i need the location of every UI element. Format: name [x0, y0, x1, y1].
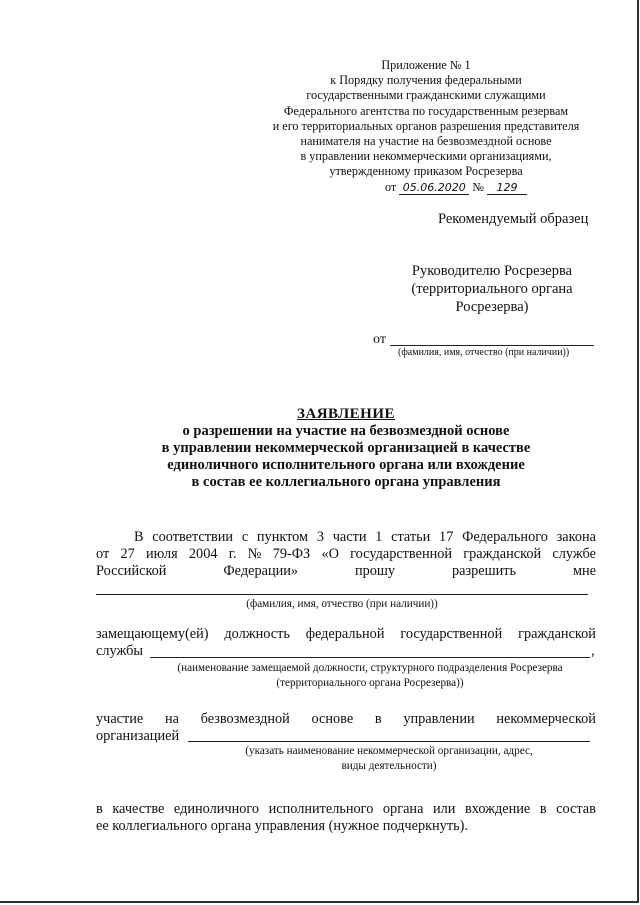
justified-line — [96, 546, 596, 563]
title-line: в состав ее коллегиального органа управления — [191, 474, 501, 490]
word: участие — [96, 711, 144, 727]
hint-org-2: виды деятельности) — [341, 760, 437, 772]
applicant-name-field[interactable] — [96, 594, 588, 595]
organization-label: организацией — [96, 728, 180, 744]
word: 27 — [120, 545, 135, 562]
addressee-block — [392, 262, 592, 316]
word: № — [247, 545, 262, 562]
recommended-sample-label: Рекомендуемый образец — [438, 211, 589, 227]
word: 3 — [316, 529, 324, 545]
word: органа — [382, 801, 424, 817]
paragraph-capacity — [96, 801, 596, 835]
appendix-line: Приложение № 1 — [381, 58, 471, 72]
hint-position-1: (наименование замещаемой должности, структурного подразделения Росрезерва — [177, 662, 563, 674]
word: службе — [552, 545, 596, 562]
word: 17 — [439, 529, 454, 545]
title-line: в управлении некоммерческой организацией в качестве — [161, 440, 531, 456]
from-label: от — [373, 332, 386, 347]
title-line: о разрешении на участие на безвозмездной основе — [182, 423, 510, 439]
word: Российской — [96, 562, 167, 579]
word: В — [134, 529, 144, 545]
paragraph-position — [96, 626, 596, 643]
word: пунктом — [256, 529, 309, 545]
justified-line — [96, 626, 596, 643]
word: государственной — [350, 545, 453, 562]
order-date-line — [250, 180, 602, 195]
comma: , — [591, 643, 595, 659]
justified-line — [96, 563, 596, 580]
word: прошу — [354, 562, 396, 579]
word: гражданской — [463, 545, 542, 562]
word: в — [539, 801, 547, 817]
word: закона — [556, 529, 596, 545]
word: статьи — [391, 529, 431, 545]
title-line: единоличного исполнительного органа или вхождение — [167, 457, 525, 473]
addressee-line: (территориального органа — [411, 281, 573, 297]
word: основе — [311, 711, 354, 727]
word: с — [241, 529, 249, 545]
appendix-line: к Порядку получения федеральными — [330, 73, 522, 88]
appendix-line: в управлении некоммерческими организациями, — [300, 149, 552, 164]
addressee-line: Руководителю Росрезерва — [411, 263, 573, 279]
order-date-handwritten: 05.06.2020 — [399, 182, 469, 195]
capacity-line-2: ее коллегиального органа управления (нужное подчеркнуть). — [96, 817, 468, 834]
organization-field[interactable] — [188, 741, 590, 742]
justified-line — [96, 529, 596, 546]
appendix-line: нанимателя на участие на безвозмездной основе — [300, 134, 552, 149]
appendix-line: государственными гражданскими служащими — [306, 88, 546, 103]
word: Федерации» — [223, 562, 299, 579]
word: г. — [228, 545, 237, 562]
word: июля — [145, 545, 178, 562]
from-hint: (фамилия, имя, отчество (при наличии)) — [398, 347, 570, 358]
word: от — [96, 545, 110, 562]
word: на — [164, 711, 179, 727]
word: безвозмездной — [200, 711, 290, 727]
appendix-line: Федерального агентства по государственным резервам — [283, 103, 569, 118]
word: управлении — [403, 711, 475, 727]
word: должность — [224, 626, 290, 642]
addressee-line: Росрезерва) — [455, 299, 529, 315]
word: вхождение — [464, 801, 531, 817]
hint-org-1: (указать наименование некоммерческой организации, адрес, — [245, 745, 533, 757]
word: или — [432, 801, 456, 817]
word: в — [96, 801, 103, 817]
word: состав — [556, 801, 596, 817]
word: Федерального — [462, 529, 548, 545]
word: федеральной — [305, 626, 385, 642]
word: соответствии — [152, 529, 234, 545]
word: государственной — [400, 626, 503, 642]
position-field[interactable] — [150, 657, 590, 658]
word: 79-ФЗ — [272, 545, 311, 562]
paragraph-legal-basis — [96, 529, 596, 579]
word: разрешить — [451, 562, 517, 579]
word: единоличного — [173, 801, 260, 817]
word: мне — [572, 562, 596, 579]
justified-line — [96, 801, 596, 818]
word: «О — [321, 545, 339, 562]
document-title — [96, 406, 596, 491]
word: части — [332, 529, 367, 545]
word: 2004 — [188, 545, 218, 562]
from-name-field[interactable] — [390, 345, 594, 346]
number-label: № — [472, 179, 484, 194]
justified-line — [96, 711, 596, 728]
order-number-handwritten: 129 — [487, 182, 527, 195]
word: замещающему(ей) — [96, 626, 209, 642]
title-heading: ЗАЯВЛЕНИЕ — [296, 406, 396, 422]
appendix-line: и его территориальных органов разрешения представителя — [272, 118, 580, 133]
word: 1 — [375, 529, 383, 545]
service-label: службы — [96, 643, 144, 659]
hint-applicant-name: (фамилия, имя, отчество (при наличии)) — [246, 598, 438, 610]
paragraph-organization — [96, 711, 596, 728]
word: в — [374, 711, 382, 727]
word: исполнительного — [268, 801, 374, 817]
appendix-line: утвержденному приказом Росрезерва — [329, 164, 523, 179]
date-prefix: от — [384, 179, 397, 194]
hint-position-2: (территориального органа Росрезерва)) — [276, 677, 464, 689]
word: качестве — [112, 801, 165, 817]
appendix-block — [250, 58, 602, 195]
word: некоммерческой — [496, 711, 596, 727]
word: гражданской — [518, 626, 596, 642]
